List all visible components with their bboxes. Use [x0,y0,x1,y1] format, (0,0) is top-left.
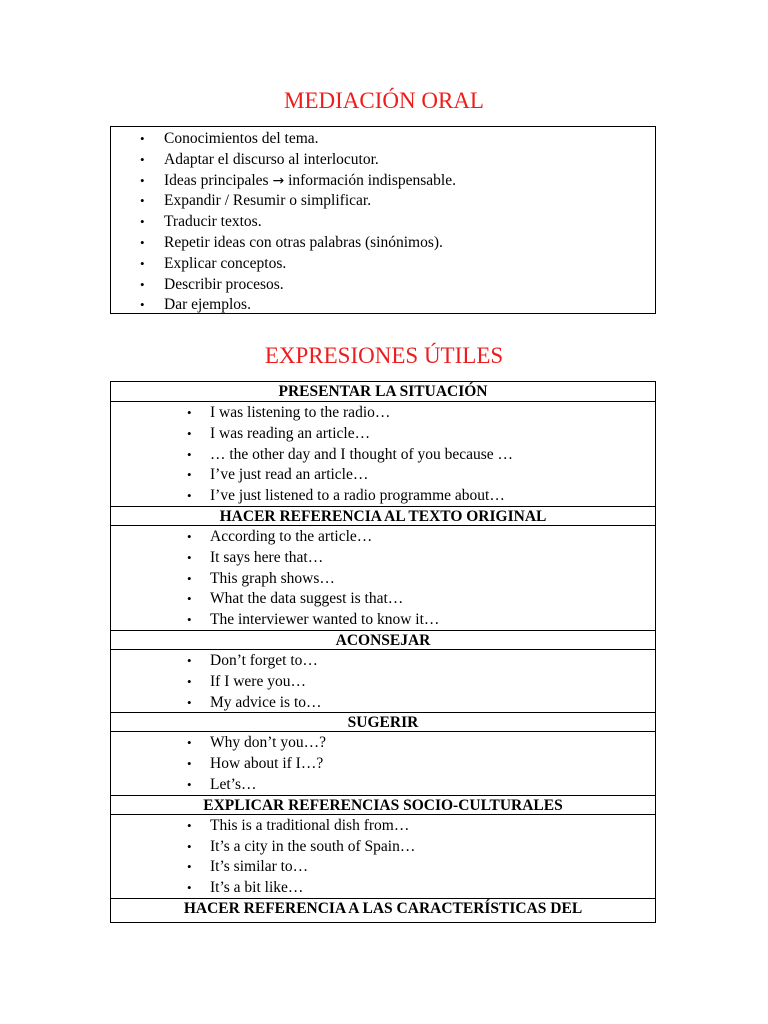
section-heading-sugerir: SUGERIR [111,712,655,732]
list-item [111,212,655,233]
section-body-sugerir [111,732,655,795]
mediacion-oral-title: MEDIACIÓN ORAL [284,88,484,113]
list-item: • Don’t forget to… [111,651,655,672]
list-item: • I’ve just listened to a radio programme about… [111,486,655,507]
expresiones-table [110,381,656,923]
list-item [111,275,655,296]
mediacion-list-box [110,126,656,314]
section-heading-referencia-texto: HACER REFERENCIA AL TEXTO ORIGINAL [111,506,655,526]
section-body-aconsejar [111,650,655,713]
list-item-text: Repetir ideas con otras palabras (sinónimos). [164,233,443,251]
list-item: • How about if I…? [111,754,655,775]
section-heading-aconsejar: ACONSEJAR [111,630,655,650]
list-item: • This is a traditional dish from… [111,816,655,837]
list-item: • It says here that… [111,548,655,569]
list-item-text: Dar ejemplos. [164,296,251,314]
list-item: • This graph shows… [111,569,655,590]
list-item-text: Traducir textos. [164,213,262,231]
list-item: • What the data suggest is that… [111,589,655,610]
list-item: • I’ve just read an article… [111,465,655,486]
section-body-referencia-texto [111,526,655,631]
list-item: • It’s a bit like… [111,878,655,899]
list-item [111,171,655,192]
list-item: • The interviewer wanted to know it… [111,610,655,631]
list-item: • If I were you… [111,672,655,693]
section-body-presentar [111,402,655,507]
list-item-text: Conocimientos del tema. [164,130,319,147]
list-item [111,191,655,212]
list-item: • I was listening to the radio… [111,403,655,424]
list-item: • Why don’t you…? [111,733,655,754]
list-item-text: Describir procesos. [164,275,284,293]
list-item [111,233,655,254]
list-item: • Let’s… [111,775,655,796]
list-item-text: información indispensable. [288,171,456,189]
section-body-referencias-socioculturales [111,815,655,899]
list-item: • According to the article… [111,527,655,548]
list-item: • … the other day and I thought of you because … [111,445,655,466]
section-heading-caracteristicas: HACER REFERENCIA A LAS CARACTERÍSTICAS DEL [111,898,655,918]
expresiones-utiles-title: EXPRESIONES ÚTILES [264,343,504,368]
list-item [111,150,655,171]
list-item-text: Expandir / Resumir o simplificar. [164,192,372,210]
list-item: • My advice is to… [111,693,655,714]
section-heading-presentar: PRESENTAR LA SITUACIÓN [111,382,655,402]
list-item-text: Ideas principales [164,171,269,189]
list-item [111,129,655,150]
section-heading-referencias-socioculturales: EXPLICAR REFERENCIAS SOCIO-CULTURALES [111,795,655,815]
list-item: • It’s similar to… [111,857,655,878]
mediacion-list [111,129,655,316]
list-item [111,295,655,316]
right-arrow-icon: → [272,172,285,189]
list-item-text: Adaptar el discurso al interlocutor. [164,150,379,168]
list-item: • I was reading an article… [111,424,655,445]
list-item-text: Explicar conceptos. [164,254,287,272]
list-item: • It’s a city in the south of Spain… [111,837,655,858]
list-item [111,254,655,275]
